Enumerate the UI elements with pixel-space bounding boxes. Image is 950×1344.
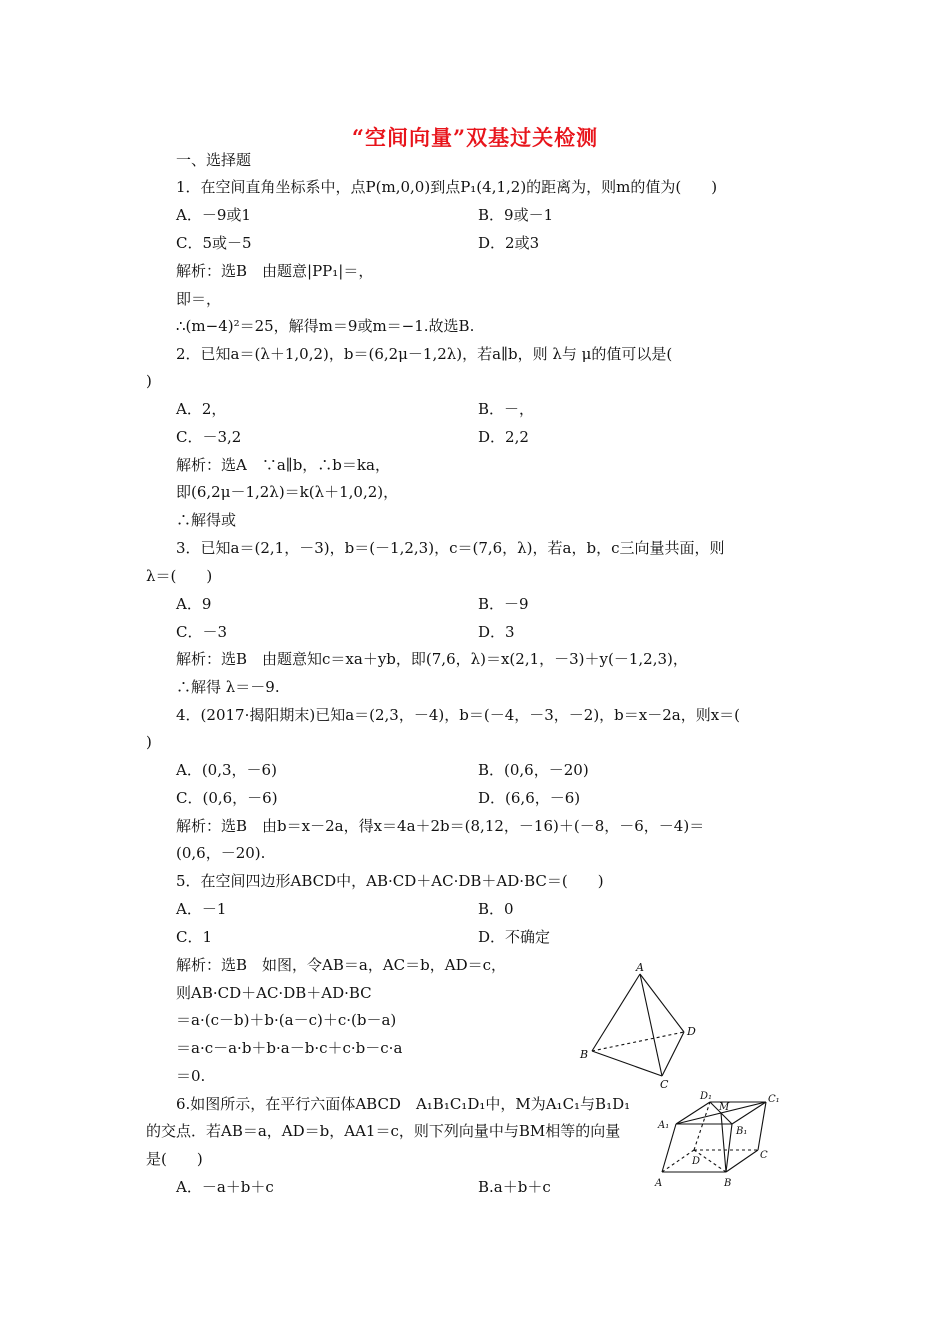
edge-aa1	[662, 1124, 676, 1172]
q4-stem-cont: )	[146, 733, 152, 751]
q3-solution-line: 解析：选B 由题意知c＝xa＋yb，即(7,6，λ)＝x(2,1，－3)＋y(－1,2,3)，	[176, 650, 688, 668]
edge-cc1	[758, 1102, 766, 1150]
vertex-label-d1: D₁	[700, 1091, 713, 1102]
vertex-label-a1: A₁	[658, 1120, 670, 1131]
vertex-label-c1: C₁	[768, 1094, 780, 1105]
q5-option-a: A．－1	[176, 900, 227, 918]
q1-option-a: A．－9或1	[176, 206, 251, 224]
edge-cd	[662, 1032, 684, 1076]
q6-option-a: A．－a＋b＋c	[176, 1178, 274, 1196]
edge-dd1	[694, 1102, 710, 1150]
q3-stem: 3．已知a＝(2,1，－3)，b＝(－1,2,3)，c＝(7,6，λ)，若a，b，c三向量共面，则	[176, 539, 725, 557]
q5-solution-line: ＝0.	[176, 1067, 206, 1085]
q1-option-b: B．9或－1	[478, 206, 554, 224]
vertex-label-d: D	[692, 1156, 701, 1167]
q3-option-a: A．9	[176, 595, 212, 613]
q5-option-d: D．不确定	[478, 928, 551, 946]
edge-bc	[592, 1051, 662, 1076]
q1-stem: 1．在空间直角坐标系中，点P(m,0,0)到点P₁(4,1,2)的距离为，则m的值为( )	[176, 178, 718, 196]
q4-option-b: B．(0,6，－20)	[478, 761, 589, 779]
q4-option-a: A．(0,3，－6)	[176, 761, 277, 779]
q2-option-a: A．2，	[176, 400, 227, 418]
q2-solution-line: ∴解得或	[176, 511, 237, 529]
q4-option-c: C．(0,6，－6)	[176, 789, 278, 807]
edge-bm	[721, 1113, 726, 1172]
q3-option-d: D．3	[478, 623, 515, 641]
edge-d1a1	[676, 1102, 710, 1124]
q6-stem-cont: 是( )	[146, 1150, 203, 1168]
q3-option-c: C．－3	[176, 623, 228, 641]
q3-option-b: B．－9	[478, 595, 529, 613]
q5-solution-line: 则AB·CD＋AC·DB＋AD·BC	[176, 984, 372, 1002]
q3-stem-cont: λ＝( )	[146, 567, 213, 585]
q2-option-c: C．－3,2	[176, 428, 242, 446]
vertex-label-a: A	[636, 962, 644, 974]
q2-solution-line: 即(6,2μ－1,2λ)＝k(λ＋1,0,2)，	[176, 483, 399, 501]
q5-solution-line: ＝a·c－a·b＋b·a－b·c＋c·b－c·a	[176, 1039, 403, 1057]
edge-ab	[592, 974, 640, 1051]
vertex-label-b: B	[724, 1178, 732, 1189]
q1-option-c: C．5或－5	[176, 234, 252, 252]
q1-solution-line: 解析：选B 由题意|PP₁|＝，	[176, 262, 374, 280]
q5-solution-line: ＝a·(c－b)＋b·(a－c)＋c·(b－a)	[176, 1011, 397, 1029]
q2-option-b: B．－，	[478, 400, 535, 418]
q4-solution-line: 解析：选B 由b＝x－2a，得x＝4a＋2b＝(8,12，－16)＋(－8，－6，－4)＝	[176, 817, 705, 835]
vertex-label-b1: B₁	[736, 1126, 748, 1137]
edge-bb1	[726, 1124, 732, 1172]
q2-option-d: D．2,2	[478, 428, 529, 446]
q2-stem: 2．已知a＝(λ＋1,0,2)，b＝(6,2μ－1,2λ)，若a∥b，则 λ与 μ的值可以是(	[176, 345, 673, 363]
vertex-label-m: M	[719, 1102, 730, 1113]
edge-ad	[662, 1150, 694, 1172]
vertex-label-c: C	[760, 1150, 768, 1161]
section-heading: 一、选择题	[176, 151, 252, 169]
vertex-label-d: D	[687, 1025, 696, 1038]
q1-solution-line: ∴(m−4)²＝25，解得m＝9或m＝−1.故选B.	[176, 317, 475, 335]
q4-stem: 4．(2017·揭阳期末)已知a＝(2,3，－4)，b＝(－4，－3，－2)，b＝x－2a，则x＝(	[176, 706, 741, 724]
q6-stem: 6.如图所示，在平行六面体ABCD A₁B₁C₁D₁中，M为A₁C₁与B₁D₁	[176, 1095, 631, 1113]
vertex-label-a: A	[655, 1178, 663, 1189]
q4-option-d: D．(6,6，－6)	[478, 789, 581, 807]
q5-option-c: C．1	[176, 928, 213, 946]
parallelepiped-figure	[650, 1088, 790, 1192]
edge-b1c1	[732, 1102, 766, 1124]
q3-solution-line: ∴解得 λ＝－9.	[176, 678, 280, 696]
page-title: “空间向量”双基过关检测	[351, 125, 599, 150]
edge-bc	[726, 1150, 758, 1172]
q6-stem-cont: 的交点．若AB＝a，AD＝b，AA1＝c，则下列向量中与BM相等的向量	[146, 1122, 621, 1140]
q4-solution-line: (0,6，－20).	[176, 844, 266, 862]
edge-bd	[592, 1032, 684, 1051]
q5-option-b: B．0	[478, 900, 514, 918]
q1-option-d: D．2或3	[478, 234, 540, 252]
q5-stem: 5．在空间四边形ABCD中，AB·CD＋AC·DB＋AD·BC＝( )	[176, 872, 604, 890]
q6-option-b: B.a＋b＋c	[478, 1178, 551, 1196]
q5-solution-line: 解析：选B 如图，令AB＝a，AC＝b，AD＝c，	[176, 956, 506, 974]
q1-solution-line: 即＝，	[176, 290, 222, 308]
q2-solution-line: 解析：选A ∵a∥b，∴b＝ka，	[176, 456, 390, 474]
tetrahedron-figure	[570, 962, 700, 1092]
q2-stem-cont: )	[146, 372, 152, 390]
vertex-label-b: B	[580, 1048, 589, 1061]
vertex-label-c: C	[660, 1078, 669, 1091]
